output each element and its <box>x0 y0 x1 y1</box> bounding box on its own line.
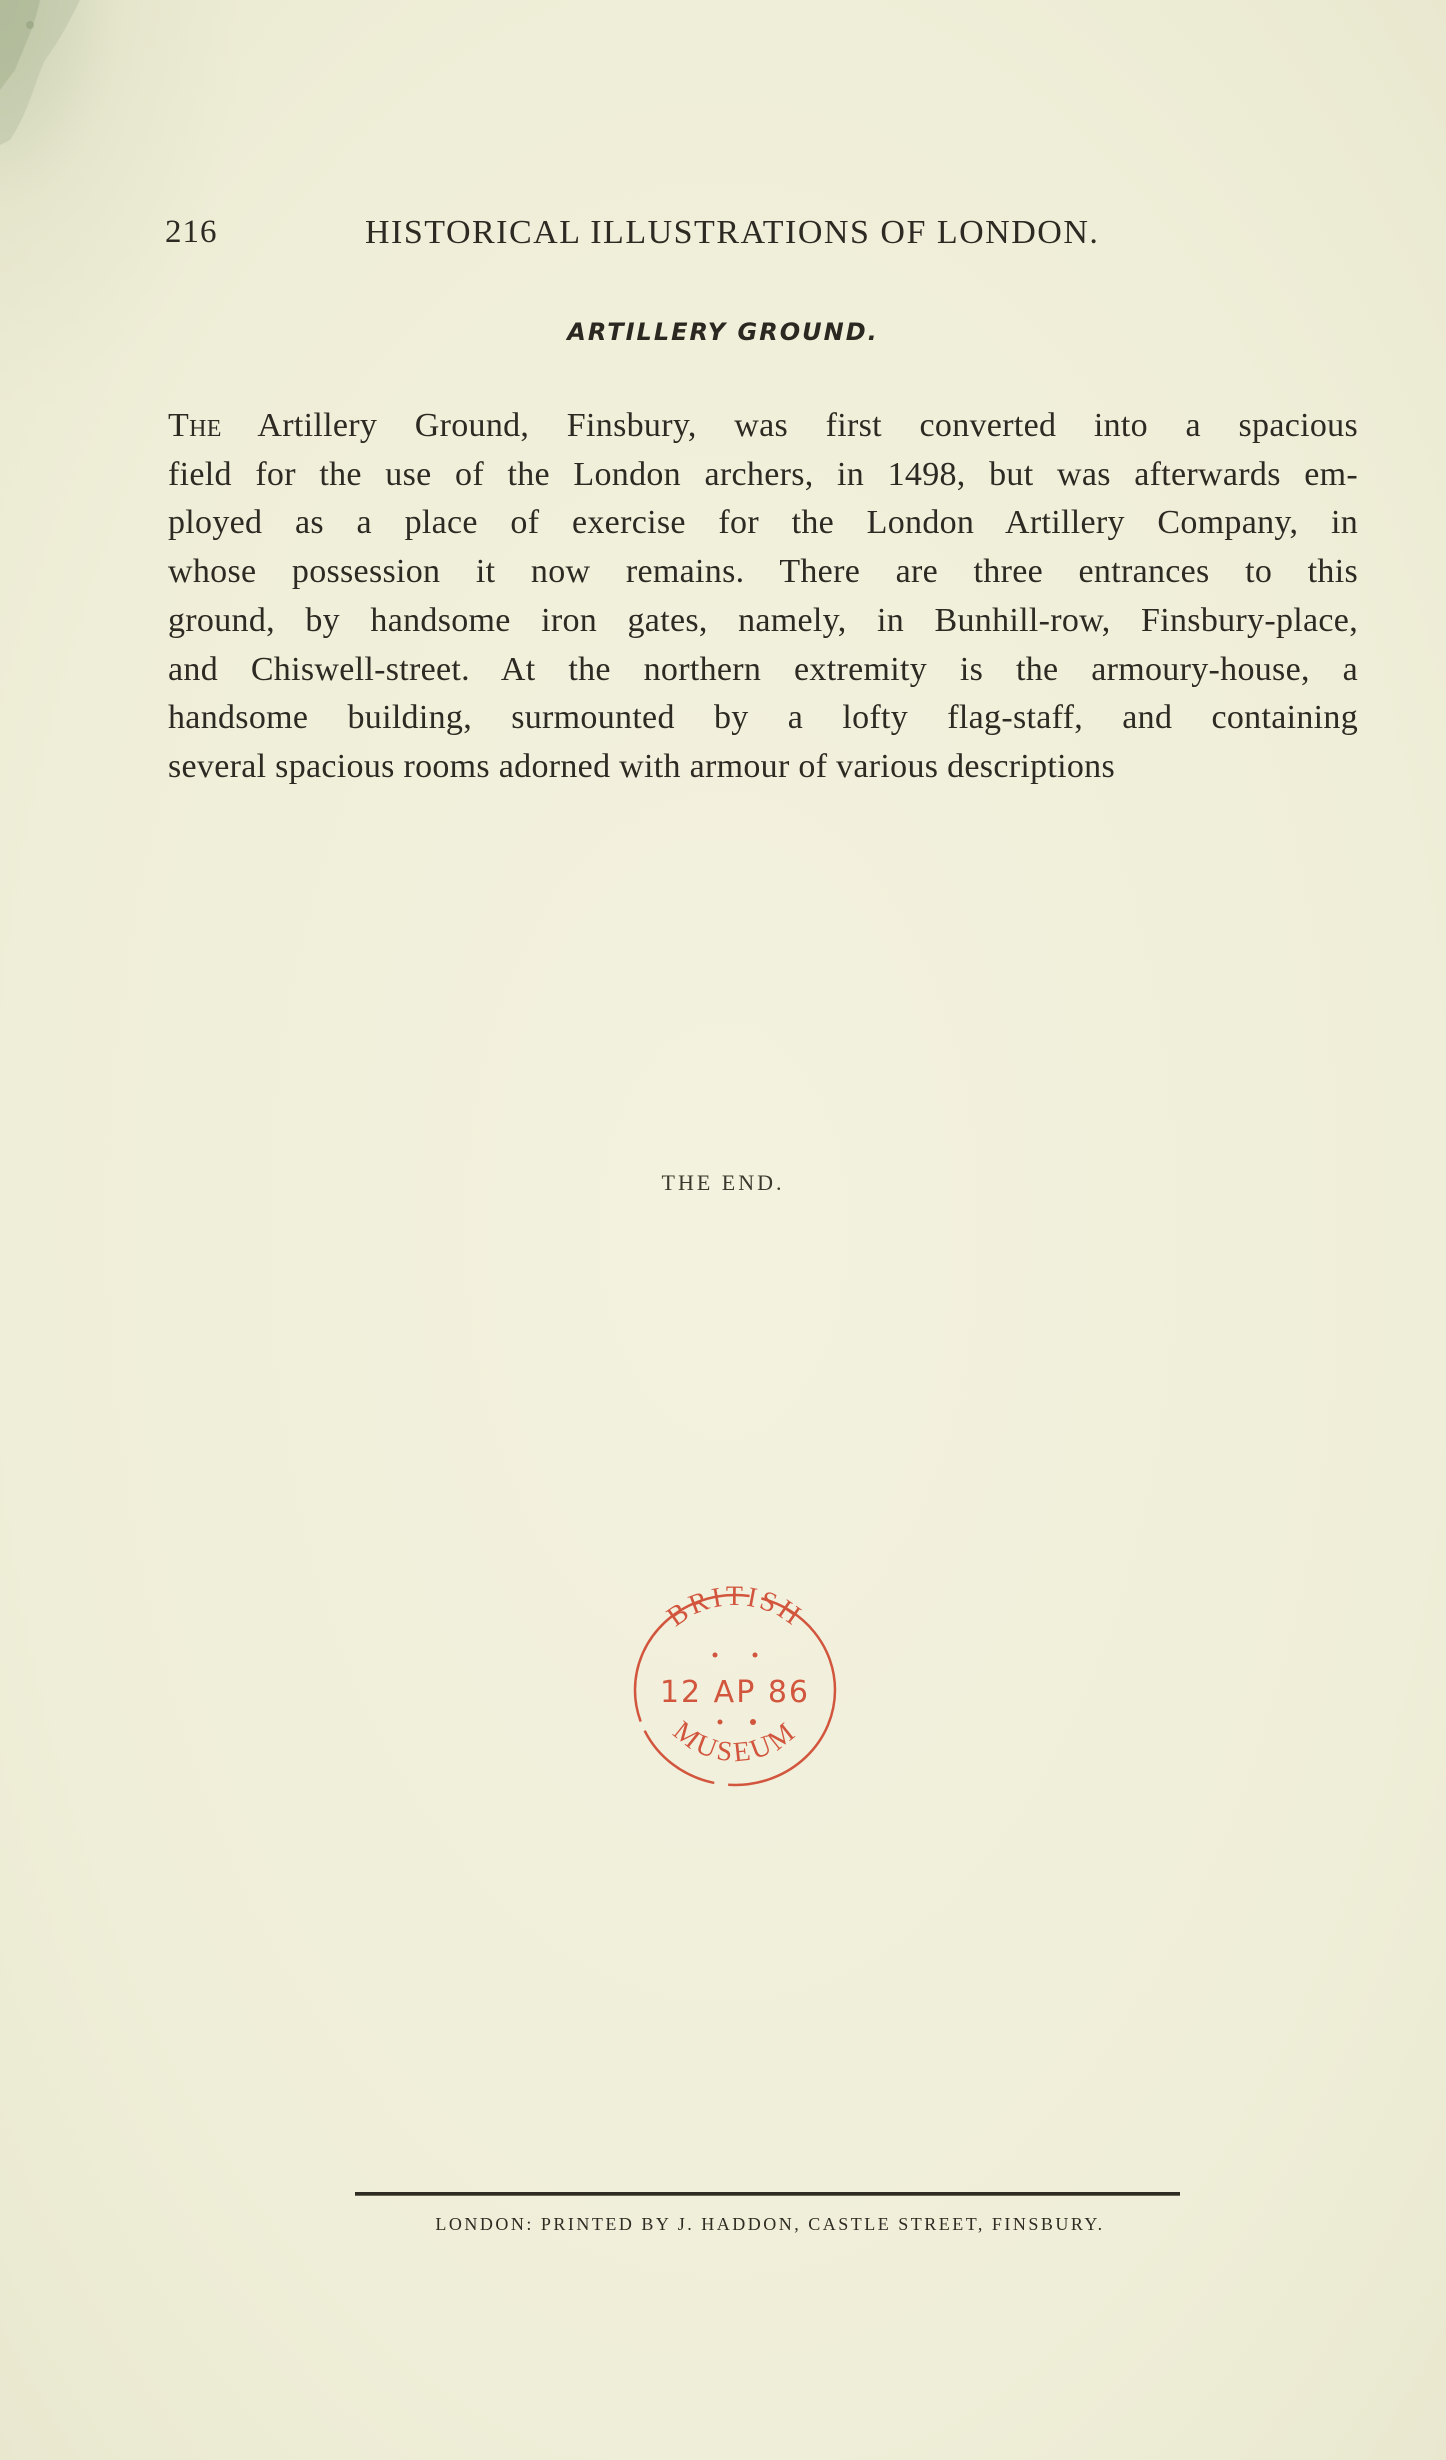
section-heading: ARTILLERY GROUND. <box>567 318 879 346</box>
body-line-text: ployed as a place of exercise for the London Artillery Company, in <box>168 504 1358 542</box>
body-line-text: and Chiswell-street. At the northern extremity is the armoury-house, a <box>168 650 1358 688</box>
stamp-dot <box>713 1653 718 1658</box>
body-line <box>168 451 1358 500</box>
body-paragraph <box>168 402 1358 792</box>
stamp-dot <box>750 1719 756 1725</box>
lead-word: The <box>168 407 222 444</box>
stamp-date: 12 AP 86 <box>659 1675 811 1710</box>
body-line-text: ground, by handsome iron gates, namely, in Bunhill-row, Finsbury-place, <box>168 601 1358 639</box>
body-line-text: whose possession it now remains. There are three entrances to this <box>168 553 1358 591</box>
body-line <box>168 597 1358 646</box>
body-line <box>168 694 1358 743</box>
body-line-text: field for the use of the London archers, in 1498, but was afterwards em- <box>168 455 1358 493</box>
body-line-text: Artillery Ground, Finsbury, was first converted into a spacious <box>221 407 1358 444</box>
body-line <box>168 499 1358 548</box>
printer-imprint: LONDON: PRINTED BY J. HADDON, CASTLE STREET, FINSBURY. <box>435 2214 1105 2234</box>
running-head <box>165 214 1165 264</box>
stamp-dot <box>718 1720 723 1725</box>
running-title: HISTORICAL ILLUSTRATIONS OF LONDON. <box>365 214 1100 251</box>
museum-stamp <box>615 1580 855 1800</box>
body-line <box>168 646 1358 695</box>
footer-rule <box>355 2192 1180 2196</box>
corner-stain <box>0 0 110 150</box>
body-line <box>168 743 1358 792</box>
stamp-top-text: BRITISH <box>661 1580 809 1633</box>
stamp-dot <box>753 1653 758 1658</box>
body-line-text: several spacious rooms adorned with armour of various descriptions <box>168 747 1116 785</box>
page-number: 216 <box>165 214 218 250</box>
stamp-bottom-text: MUSEUM <box>667 1715 803 1769</box>
body-line <box>168 548 1358 597</box>
body-line-text: handsome building, surmounted by a lofty flag-staff, and containing <box>168 699 1358 737</box>
the-end: THE END. <box>661 1170 785 1195</box>
body-line <box>168 402 1358 451</box>
